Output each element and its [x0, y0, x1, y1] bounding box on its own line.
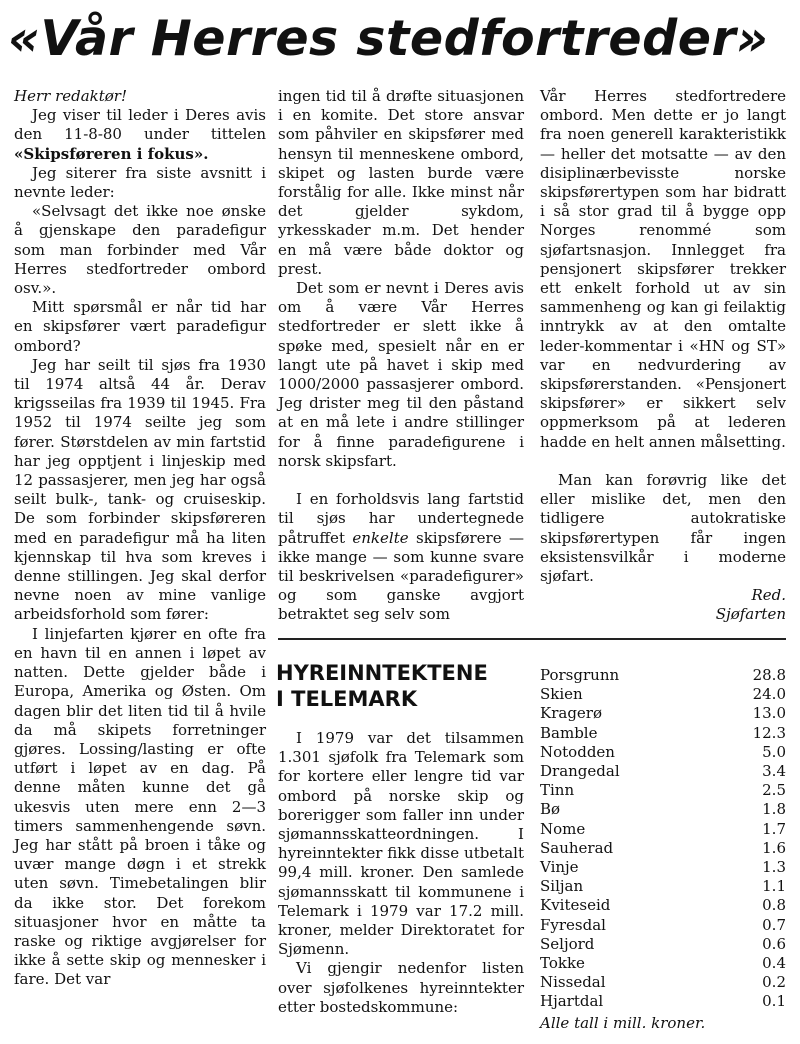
letter-column-1 [14, 87, 266, 990]
income-value: 0.4 [762, 954, 786, 973]
table-row [540, 724, 786, 743]
paragraph-text: Jeg viser til leder i Deres avis den 11-8-80 under tittelen [14, 106, 266, 144]
municipality-name: Tokke [540, 954, 585, 973]
letter-column-2 [278, 87, 524, 625]
income-value: 24.0 [752, 685, 786, 704]
table-row [540, 973, 786, 992]
municipality-name: Bø [540, 800, 561, 819]
income-value: 0.6 [762, 934, 786, 953]
municipality-name: Hjartdal [540, 992, 604, 1011]
table-row [540, 820, 786, 839]
income-value: 0.1 [762, 992, 786, 1011]
editor-reply-paragraph [278, 490, 524, 624]
income-value: 5.0 [762, 742, 786, 761]
income-value: 0.8 [762, 896, 786, 915]
letter-paragraph: Jeg har seilt til sjøs fra 1930 til 1974 altså 44 år. Derav krigsseilas fra 1939 til 1945. Fra 1952 til 1974 seilte jeg som fører. Størstdelen av min fartstid har jeg opptjent i linjeskip med 12 passasjerer, men jeg har også seilt bulk-, tank- og cruiseskip. De som forbinder skipsføreren med en paradefigur må ha liten kjennskap til hva som kreves i denne stillingen. Jeg skal derfor nevne noen av mine vanlige arbeidsforhold som fører: [14, 355, 266, 624]
table-row [540, 858, 786, 877]
income-value: 1.7 [762, 819, 786, 838]
income-value: 2.5 [762, 781, 786, 800]
article2-body [278, 729, 524, 1017]
signature-publication: Sjøfarten [715, 605, 786, 624]
municipality-name: Fyresdal [540, 915, 606, 934]
income-value: 1.3 [762, 858, 786, 877]
municipality-name: Porsgrunn [540, 666, 620, 684]
table-footnote: Alle tall i mill. kroner. [540, 1013, 706, 1032]
income-value: 0.2 [762, 973, 786, 992]
signature-red: Red. [751, 586, 786, 605]
income-value: 1.8 [762, 800, 786, 819]
income-value: 28.8 [752, 666, 786, 684]
paragraph-text: skipsførere — ikke mange — som kunne svare til beskrivelsen «paradefigurer» og som ganske avgjort betraktet seg selv som [278, 528, 524, 624]
income-value: 3.4 [762, 762, 786, 781]
municipality-name: Nissedal [540, 973, 606, 992]
editor-reply-paragraph: Vår Herres stedfortredere ombord. Men dette er jo langt fra noen generell karakteristikk — heller det motsatte — av den disiplinærbevisste norske skipsførertypen som har bidratt i så stor grad til å bygge opp Norges renommé som sjøfartsnasjon. Innlegget fra pensjonert skipsfører trekker ett enkelt forhold ut av sin sammenheng og kan gi feilaktig inntrykk av at den omtalte leder-kommentar i «HN og ST» var en nedvurdering av skipsførerstanden. «Pensjonert skipsfører» er sikkert selv oppmerksom på at lederen hadde en helt annen målsetting. [540, 87, 786, 451]
quoted-title: «Skipsføreren i fokus». [14, 144, 209, 163]
municipality-name: Kragerø [540, 704, 602, 723]
letter-paragraph: ingen tid til å drøfte situasjonen i en komite. Det store ansvar som påhviler en skipsfører med hensyn til menneskene ombord, skipet og lasten burde være forstålig for alle. Ikke minst når det gjelder sykdom, yrkesskader m.m. Det hender en må være både doktor og prest. [278, 87, 524, 278]
table-row [540, 954, 786, 973]
letter-paragraph [14, 106, 266, 164]
letter-quote: «Selvsagt det ikke noe ønske å gjenskape den paradefigur som man forbinder med Vår Herres stedfortreder ombord osv.». [14, 202, 266, 298]
municipality-name: Kviteseid [540, 896, 611, 915]
table-row [540, 704, 786, 723]
municipality-name: Bamble [540, 723, 598, 742]
table-row [540, 781, 786, 800]
article2-paragraph: I 1979 var det tilsammen 1.301 sjøfolk fra Telemark som for kortere eller lengre tid var ombord på norske skip og borerigger som faller inn under sjømannsskatteordningen. I hyreinntekter fikk disse utbetalt 99,4 mill. kroner. Den samlede sjømannsskatt til kommunene i Telemark i 1979 var 17.2 mill. kroner, melder Direktoratet for Sjømenn. [278, 729, 524, 959]
letter-paragraph: I linjefarten kjører en ofte fra en havn til en annen i løpet av natten. Dette gjelder både i Europa, Amerika og Østen. Om dagen blir det liten tid til å hvile da må skipets forretninger gjøres. Lossing/lasting er ofte utført i løpet av en dag. På denne måten kunne det gå ukesvis uten mere enn 2—3 timers sammenhengende søvn. Jeg har stått på broen i tåke og uvær mange døgn i et strekk uten søvn. Timebetalingen blir da ikke stor. Det forekom situasjoner hvor en måtte ta raske og riktige avgjørelser for ikke å sette skip og mennesker i fare. Det var [14, 624, 266, 989]
section-divider [278, 638, 786, 640]
municipality-name: Siljan [540, 877, 584, 896]
headline-line: I TELEMARK [276, 687, 418, 711]
table-row [540, 685, 786, 704]
letter-paragraph: Mitt spørsmål er når tid har en skipsfører vært paradefigur ombord? [14, 298, 266, 355]
municipality-name: Sauherad [540, 838, 614, 857]
income-value: 12.3 [752, 723, 786, 742]
municipality-name: Seljord [540, 934, 595, 953]
income-value: 1.6 [762, 838, 786, 857]
letter-column-3 [540, 87, 786, 625]
table-row [540, 839, 786, 858]
table-row [540, 935, 786, 954]
municipality-name: Tinn [540, 781, 575, 800]
article2-paragraph: Vi gjengir nedenfor listen over sjøfolkenes hyreinntekter etter bostedskommune: [278, 959, 524, 1016]
table-row [540, 666, 786, 685]
emphasis-text: enkelte [352, 528, 409, 547]
municipality-name: Drangedal [540, 762, 620, 781]
income-value: 13.0 [752, 704, 786, 723]
municipality-name: Nome [540, 819, 586, 838]
editor-reply-paragraph: Man kan forøvrig like det eller mislike det, men den tidligere autokratiske skipsførertypen får ingen eksistensvilkår i moderne sjøfart. [540, 471, 786, 586]
table-row [540, 743, 786, 762]
letter-paragraph: Det som er nevnt i Deres avis om å være Vår Herres stedfortreder er slett ikke å spøke med, spesielt når en er langt ute på havet i skip med 1000/2000 passasjerer ombord. Jeg drister meg til den påstand at en må lete i andre stillinger for å finne paradefigurene i norsk skipsfart. [278, 279, 524, 470]
article-headline: «Vår Herres stedfortreder» [8, 10, 769, 67]
table-row [540, 896, 786, 915]
table-row [540, 992, 786, 1011]
municipality-name: Vinje [540, 858, 579, 877]
article2-headline [276, 660, 526, 712]
letter-greeting: Herr redaktør! [14, 87, 128, 105]
municipality-name: Notodden [540, 742, 615, 761]
income-table [540, 666, 786, 1033]
income-value: 1.1 [762, 877, 786, 896]
table-row [540, 877, 786, 896]
headline-line: HYREINNTEKTENE [276, 661, 488, 685]
income-value: 0.7 [762, 915, 786, 934]
table-row [540, 762, 786, 781]
municipality-name: Skien [540, 685, 583, 704]
paragraph-text: I en forholdsvis lang fartstid til sjøs har undertegnede påtruffet [278, 490, 524, 547]
letter-paragraph: Jeg siterer fra siste avsnitt i nevnte leder: [14, 163, 266, 202]
table-row [540, 800, 786, 819]
table-row [540, 916, 786, 935]
